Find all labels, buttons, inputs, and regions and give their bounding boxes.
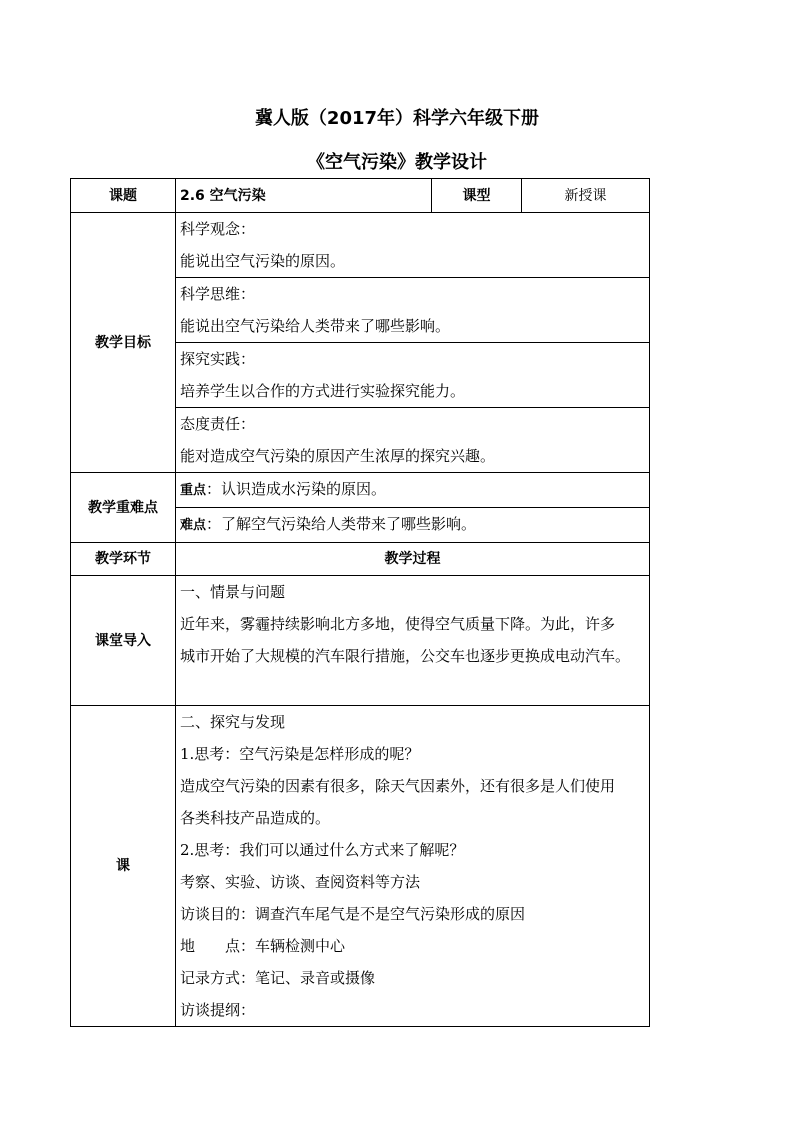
goal-text: 培养学生以合作的方式进行实验探究能力。 [180, 382, 466, 400]
key-point-row [71, 473, 650, 508]
intro-text-line: 城市开始了大规模的汽车限行措施，公交车也逐步更换成电动汽车。 [180, 647, 631, 665]
process-header-row [71, 543, 650, 576]
goal-heading: 科学思维： [180, 285, 256, 303]
intro-cell [176, 576, 650, 706]
key-points-label: 教学重难点 [71, 473, 176, 543]
lesson-line: 访谈提纲： [180, 1001, 256, 1019]
topic-value: 2.6 空气污染 [176, 179, 432, 213]
goal-heading: 探究实践： [180, 350, 256, 368]
intro-heading: 一、情景与问题 [180, 583, 286, 601]
topic-label: 课题 [71, 179, 176, 213]
phase-header: 教学环节 [71, 543, 176, 576]
lesson-line: 二、探究与发现 [180, 713, 286, 731]
type-value: 新授课 [522, 179, 650, 213]
goal-cell [176, 343, 650, 408]
goal-text: 能说出空气污染的原因。 [180, 252, 346, 270]
goal-cell [176, 278, 650, 343]
goal-heading: 态度责任： [180, 415, 256, 433]
topic-row [71, 179, 650, 213]
goal-text: 能对造成空气污染的原因产生浓厚的探究兴趣。 [180, 447, 496, 465]
process-header: 教学过程 [176, 543, 650, 576]
lesson-line: 考察、实验、访谈、查阅资料等方法 [180, 873, 421, 891]
lesson-cell [176, 706, 650, 1027]
type-label: 课型 [432, 179, 522, 213]
difficulty-text: ：了解空气污染给人类带来了哪些影响。 [206, 515, 477, 533]
lesson-line: 地 点：车辆检测中心 [180, 937, 346, 955]
document-title: 冀人版（2017年）科学六年级下册 [254, 108, 540, 129]
lesson-line: 1.思考：空气污染是怎样形成的呢？ [180, 745, 420, 763]
lesson-line: 记录方式：笔记、录音或摄像 [180, 969, 376, 987]
goal-cell [176, 213, 650, 278]
goal-text: 能说出空气污染给人类带来了哪些影响。 [180, 317, 451, 335]
lesson-plan-table [70, 178, 650, 1027]
lesson-line: 访谈目的：调查汽车尾气是不是空气污染形成的原因 [180, 905, 526, 923]
lesson-line: 2.思考：我们可以通过什么方式来了解呢？ [180, 841, 465, 859]
key-point-label: 重点 [180, 483, 207, 498]
lesson-line: 各类科技产品造成的。 [180, 809, 331, 827]
document-subtitle: 《空气污染》教学设计 [307, 152, 487, 173]
intro-text-line: 近年来，雾霾持续影响北方多地，使得空气质量下降。为此，许多 [180, 615, 616, 633]
intro-row [71, 576, 650, 706]
goal-row [71, 213, 650, 278]
difficulty-cell [176, 508, 650, 543]
intro-label: 课堂导入 [71, 576, 176, 706]
goal-cell [176, 408, 650, 473]
goals-label: 教学目标 [71, 213, 176, 473]
lesson-label: 课 [71, 706, 176, 1027]
key-point-text: ：认识造成水污染的原因。 [206, 480, 387, 498]
lesson-row [71, 706, 650, 1027]
lesson-line: 造成空气污染的因素有很多，除天气因素外，还有很多是人们使用 [180, 777, 616, 795]
difficulty-label: 难点 [180, 518, 207, 533]
goal-heading: 科学观念： [180, 220, 256, 238]
key-point-cell [176, 473, 650, 508]
